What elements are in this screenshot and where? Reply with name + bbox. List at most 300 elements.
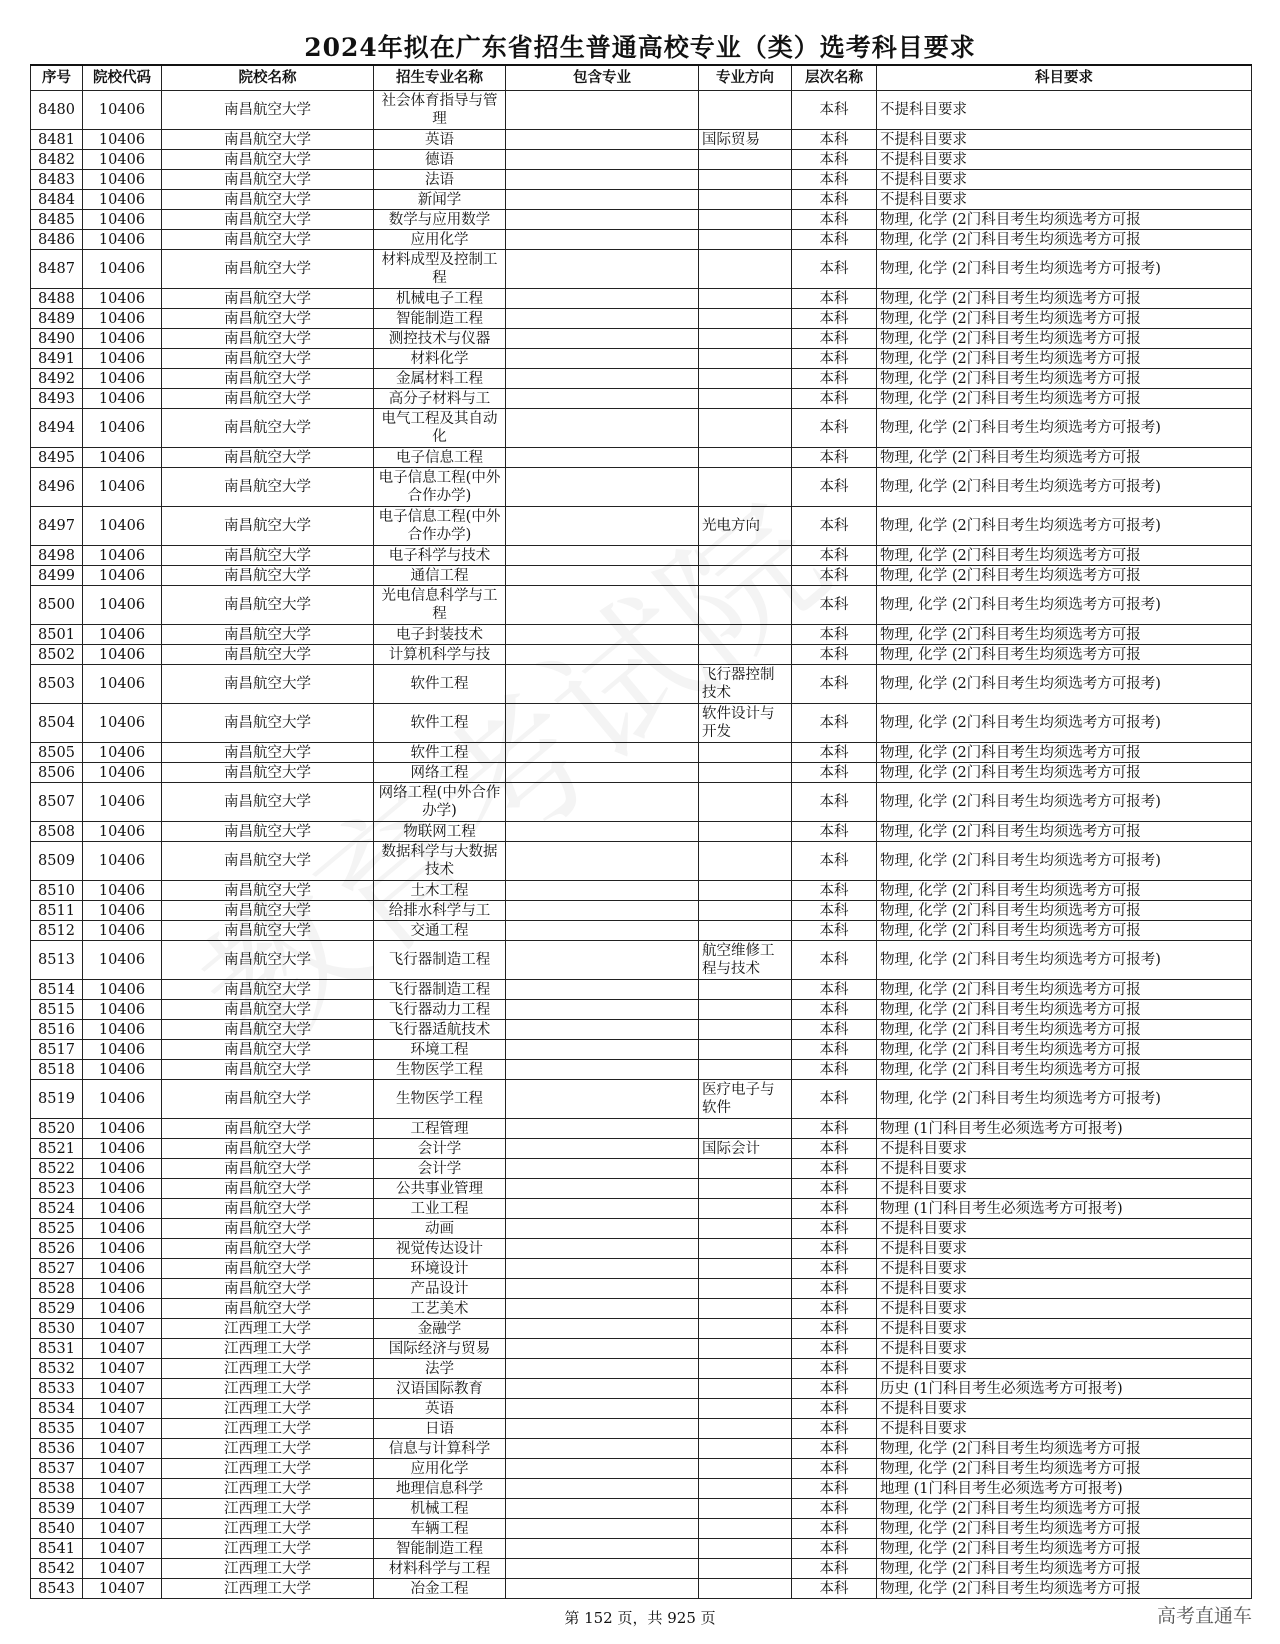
cell-seq: 8501 (31, 625, 83, 645)
cell-include (506, 645, 699, 665)
cell-level: 本科 (792, 1179, 877, 1199)
cell-requirement: 不提科目要求 (877, 1419, 1252, 1439)
cell-seq: 8502 (31, 645, 83, 665)
cell-include (506, 309, 699, 329)
cell-level: 本科 (792, 1419, 877, 1439)
cell-major: 飞行器制造工程 (374, 941, 506, 980)
cell-major: 应用化学 (374, 1459, 506, 1479)
cell-include (506, 1559, 699, 1579)
cell-include (506, 1579, 699, 1599)
cell-seq: 8527 (31, 1259, 83, 1279)
table-row (31, 1040, 1252, 1060)
cell-include (506, 1279, 699, 1299)
cell-code: 10406 (83, 842, 162, 881)
cell-code: 10407 (83, 1579, 162, 1599)
table-row (31, 170, 1252, 190)
cell-direction (699, 1319, 792, 1339)
cell-seq: 8518 (31, 1060, 83, 1080)
table-row (31, 566, 1252, 586)
cell-code: 10406 (83, 1000, 162, 1020)
cell-direction (699, 586, 792, 625)
cell-major: 电子信息工程(中外合作办学) (374, 507, 506, 546)
cell-direction (699, 1299, 792, 1319)
cell-include (506, 468, 699, 507)
cell-school: 江西理工大学 (162, 1519, 374, 1539)
cell-code: 10406 (83, 150, 162, 170)
table-row (31, 349, 1252, 369)
cell-major: 法语 (374, 170, 506, 190)
table-row (31, 1359, 1252, 1379)
cell-level: 本科 (792, 1319, 877, 1339)
table-row (31, 369, 1252, 389)
cell-direction (699, 625, 792, 645)
col-header-seq: 序号 (31, 65, 83, 91)
cell-seq: 8510 (31, 881, 83, 901)
cell-school: 江西理工大学 (162, 1499, 374, 1519)
cell-major: 土木工程 (374, 881, 506, 901)
cell-direction (699, 349, 792, 369)
cell-code: 10406 (83, 230, 162, 250)
cell-seq: 8517 (31, 1040, 83, 1060)
cell-level: 本科 (792, 210, 877, 230)
cell-code: 10406 (83, 704, 162, 743)
table-row (31, 1299, 1252, 1319)
cell-level: 本科 (792, 546, 877, 566)
cell-seq: 8498 (31, 546, 83, 566)
cell-level: 本科 (792, 1299, 877, 1319)
cell-seq: 8541 (31, 1539, 83, 1559)
cell-school: 南昌航空大学 (162, 1259, 374, 1279)
cell-school: 江西理工大学 (162, 1419, 374, 1439)
cell-seq: 8500 (31, 586, 83, 625)
cell-requirement: 不提科目要求 (877, 1359, 1252, 1379)
cell-requirement: 物理, 化学 (2门科目考生均须选考方可报考) (877, 783, 1252, 822)
cell-include (506, 665, 699, 704)
cell-include (506, 1479, 699, 1499)
cell-level: 本科 (792, 468, 877, 507)
cell-school: 南昌航空大学 (162, 150, 374, 170)
cell-code: 10407 (83, 1359, 162, 1379)
col-header-include: 包含专业 (506, 65, 699, 91)
cell-include (506, 329, 699, 349)
cell-seq: 8480 (31, 91, 83, 130)
cell-requirement: 不提科目要求 (877, 1259, 1252, 1279)
cell-seq: 8495 (31, 448, 83, 468)
cell-code: 10406 (83, 1279, 162, 1299)
cell-seq: 8497 (31, 507, 83, 546)
cell-include (506, 250, 699, 289)
cell-code: 10406 (83, 349, 162, 369)
table-row (31, 743, 1252, 763)
cell-requirement: 不提科目要求 (877, 130, 1252, 150)
table-row (31, 1080, 1252, 1119)
cell-major: 生物医学工程 (374, 1080, 506, 1119)
table-row (31, 1139, 1252, 1159)
cell-direction (699, 309, 792, 329)
cell-school: 南昌航空大学 (162, 783, 374, 822)
cell-requirement: 物理 (1门科目考生必须选考方可报考) (877, 1119, 1252, 1139)
cell-requirement: 物理, 化学 (2门科目考生均须选考方可报 (877, 743, 1252, 763)
table-row (31, 1439, 1252, 1459)
cell-level: 本科 (792, 409, 877, 448)
cell-direction (699, 1279, 792, 1299)
table-row (31, 546, 1252, 566)
cell-requirement: 物理, 化学 (2门科目考生均须选考方可报考) (877, 409, 1252, 448)
cell-level: 本科 (792, 763, 877, 783)
cell-direction (699, 1359, 792, 1379)
cell-major: 电气工程及其自动化 (374, 409, 506, 448)
cell-major: 视觉传达设计 (374, 1239, 506, 1259)
cell-major: 飞行器适航技术 (374, 1020, 506, 1040)
cell-requirement: 物理, 化学 (2门科目考生均须选考方可报考) (877, 468, 1252, 507)
cell-seq: 8485 (31, 210, 83, 230)
cell-major: 电子科学与技术 (374, 546, 506, 566)
cell-requirement: 物理, 化学 (2门科目考生均须选考方可报 (877, 901, 1252, 921)
table-row (31, 1239, 1252, 1259)
cell-code: 10406 (83, 1080, 162, 1119)
cell-include (506, 1399, 699, 1419)
cell-code: 10407 (83, 1419, 162, 1439)
cell-requirement: 不提科目要求 (877, 1299, 1252, 1319)
cell-requirement: 物理 (1门科目考生必须选考方可报考) (877, 1199, 1252, 1219)
cell-include (506, 1539, 699, 1559)
cell-code: 10406 (83, 941, 162, 980)
cell-requirement: 不提科目要求 (877, 1219, 1252, 1239)
table-row (31, 1539, 1252, 1559)
cell-school: 南昌航空大学 (162, 1080, 374, 1119)
cell-school: 江西理工大学 (162, 1479, 374, 1499)
cell-level: 本科 (792, 130, 877, 150)
table-row (31, 921, 1252, 941)
table-row (31, 309, 1252, 329)
cell-include (506, 1319, 699, 1339)
cell-requirement: 物理, 化学 (2门科目考生均须选考方可报 (877, 1439, 1252, 1459)
cell-include (506, 842, 699, 881)
cell-level: 本科 (792, 230, 877, 250)
cell-major: 德语 (374, 150, 506, 170)
cell-include (506, 1219, 699, 1239)
cell-seq: 8522 (31, 1159, 83, 1179)
cell-code: 10406 (83, 448, 162, 468)
cell-requirement: 物理, 化学 (2门科目考生均须选考方可报 (877, 921, 1252, 941)
cell-include (506, 881, 699, 901)
cell-direction (699, 409, 792, 448)
cell-direction: 光电方向 (699, 507, 792, 546)
cell-school: 南昌航空大学 (162, 921, 374, 941)
cell-school: 南昌航空大学 (162, 980, 374, 1000)
cell-code: 10406 (83, 546, 162, 566)
cell-requirement: 物理, 化学 (2门科目考生均须选考方可报考) (877, 586, 1252, 625)
cell-level: 本科 (792, 1579, 877, 1599)
cell-include (506, 1239, 699, 1259)
cell-requirement: 不提科目要求 (877, 1159, 1252, 1179)
cell-code: 10406 (83, 783, 162, 822)
cell-seq: 8526 (31, 1239, 83, 1259)
cell-level: 本科 (792, 1239, 877, 1259)
cell-code: 10406 (83, 881, 162, 901)
cell-direction (699, 369, 792, 389)
cell-code: 10406 (83, 1219, 162, 1239)
cell-major: 智能制造工程 (374, 1539, 506, 1559)
table-row (31, 130, 1252, 150)
cell-requirement: 物理, 化学 (2门科目考生均须选考方可报 (877, 625, 1252, 645)
cell-major: 信息与计算科学 (374, 1439, 506, 1459)
cell-code: 10407 (83, 1319, 162, 1339)
cell-major: 会计学 (374, 1139, 506, 1159)
cell-level: 本科 (792, 91, 877, 130)
cell-school: 江西理工大学 (162, 1439, 374, 1459)
cell-seq: 8488 (31, 289, 83, 309)
table-row (31, 1339, 1252, 1359)
table-row (31, 783, 1252, 822)
cell-major: 材料科学与工程 (374, 1559, 506, 1579)
cell-level: 本科 (792, 1379, 877, 1399)
cell-level: 本科 (792, 448, 877, 468)
cell-direction (699, 1399, 792, 1419)
col-header-level: 层次名称 (792, 65, 877, 91)
cell-include (506, 1040, 699, 1060)
cell-direction (699, 1519, 792, 1539)
cell-seq: 8520 (31, 1119, 83, 1139)
cell-school: 南昌航空大学 (162, 1279, 374, 1299)
cell-include (506, 743, 699, 763)
col-header-code: 院校代码 (83, 65, 162, 91)
cell-include (506, 822, 699, 842)
cell-school: 江西理工大学 (162, 1459, 374, 1479)
table-row (31, 1519, 1252, 1539)
cell-level: 本科 (792, 1459, 877, 1479)
cell-requirement: 不提科目要求 (877, 150, 1252, 170)
table-row (31, 980, 1252, 1000)
cell-code: 10406 (83, 566, 162, 586)
cell-seq: 8535 (31, 1419, 83, 1439)
cell-include (506, 130, 699, 150)
table-row (31, 763, 1252, 783)
cell-direction: 航空维修工程与技术 (699, 941, 792, 980)
cell-major: 金属材料工程 (374, 369, 506, 389)
cell-include (506, 1459, 699, 1479)
table-row (31, 1479, 1252, 1499)
cell-seq: 8483 (31, 170, 83, 190)
table-row (31, 1259, 1252, 1279)
cell-school: 南昌航空大学 (162, 1239, 374, 1259)
cell-level: 本科 (792, 1199, 877, 1219)
cell-seq: 8537 (31, 1459, 83, 1479)
cell-direction (699, 1199, 792, 1219)
cell-major: 电子封装技术 (374, 625, 506, 645)
cell-seq: 8529 (31, 1299, 83, 1319)
cell-major: 数学与应用数学 (374, 210, 506, 230)
cell-seq: 8499 (31, 566, 83, 586)
cell-direction (699, 842, 792, 881)
col-header-requirement: 科目要求 (877, 65, 1252, 91)
cell-direction (699, 645, 792, 665)
cell-school: 南昌航空大学 (162, 1000, 374, 1020)
table-row (31, 1579, 1252, 1599)
cell-seq: 8492 (31, 369, 83, 389)
cell-level: 本科 (792, 842, 877, 881)
cell-school: 南昌航空大学 (162, 901, 374, 921)
table-row (31, 1199, 1252, 1219)
cell-code: 10406 (83, 210, 162, 230)
cell-code: 10406 (83, 1199, 162, 1219)
cell-major: 英语 (374, 1399, 506, 1419)
cell-major: 光电信息科学与工程 (374, 586, 506, 625)
cell-direction (699, 1000, 792, 1020)
cell-code: 10406 (83, 1159, 162, 1179)
cell-school: 南昌航空大学 (162, 941, 374, 980)
cell-direction (699, 1219, 792, 1239)
cell-direction: 飞行器控制技术 (699, 665, 792, 704)
cell-code: 10407 (83, 1399, 162, 1419)
cell-major: 环境设计 (374, 1259, 506, 1279)
cell-school: 南昌航空大学 (162, 369, 374, 389)
cell-include (506, 1519, 699, 1539)
cell-include (506, 1179, 699, 1199)
cell-code: 10406 (83, 586, 162, 625)
cell-seq: 8539 (31, 1499, 83, 1519)
table-row (31, 881, 1252, 901)
cell-level: 本科 (792, 901, 877, 921)
cell-level: 本科 (792, 1279, 877, 1299)
cell-seq: 8489 (31, 309, 83, 329)
cell-code: 10406 (83, 170, 162, 190)
table-row (31, 704, 1252, 743)
table-row (31, 1459, 1252, 1479)
cell-level: 本科 (792, 1020, 877, 1040)
cell-include (506, 369, 699, 389)
cell-school: 南昌航空大学 (162, 130, 374, 150)
cell-include (506, 190, 699, 210)
cell-school: 江西理工大学 (162, 1379, 374, 1399)
cell-direction (699, 921, 792, 941)
cell-requirement: 不提科目要求 (877, 1319, 1252, 1339)
cell-school: 江西理工大学 (162, 1579, 374, 1599)
cell-seq: 8528 (31, 1279, 83, 1299)
cell-seq: 8487 (31, 250, 83, 289)
cell-school: 南昌航空大学 (162, 1020, 374, 1040)
cell-level: 本科 (792, 1539, 877, 1559)
cell-seq: 8507 (31, 783, 83, 822)
cell-major: 国际经济与贸易 (374, 1339, 506, 1359)
table-row (31, 586, 1252, 625)
cell-seq: 8482 (31, 150, 83, 170)
cell-major: 社会体育指导与管理 (374, 91, 506, 130)
cell-include (506, 1419, 699, 1439)
cell-school: 南昌航空大学 (162, 1199, 374, 1219)
cell-direction (699, 170, 792, 190)
cell-direction (699, 250, 792, 289)
cell-level: 本科 (792, 1559, 877, 1579)
cell-seq: 8531 (31, 1339, 83, 1359)
cell-code: 10406 (83, 250, 162, 289)
cell-school: 南昌航空大学 (162, 1299, 374, 1319)
cell-code: 10406 (83, 389, 162, 409)
cell-requirement: 物理, 化学 (2门科目考生均须选考方可报 (877, 881, 1252, 901)
cell-requirement: 物理, 化学 (2门科目考生均须选考方可报 (877, 329, 1252, 349)
cell-requirement: 物理, 化学 (2门科目考生均须选考方可报 (877, 1539, 1252, 1559)
cell-seq: 8490 (31, 329, 83, 349)
cell-level: 本科 (792, 980, 877, 1000)
table-row (31, 91, 1252, 130)
cell-include (506, 448, 699, 468)
cell-requirement: 物理, 化学 (2门科目考生均须选考方可报 (877, 1000, 1252, 1020)
cell-include (506, 783, 699, 822)
cell-major: 软件工程 (374, 665, 506, 704)
cell-school: 南昌航空大学 (162, 665, 374, 704)
cell-requirement: 物理, 化学 (2门科目考生均须选考方可报 (877, 349, 1252, 369)
cell-major: 机械电子工程 (374, 289, 506, 309)
table-row (31, 250, 1252, 289)
cell-direction (699, 1159, 792, 1179)
table-row (31, 1559, 1252, 1579)
cell-level: 本科 (792, 1519, 877, 1539)
cell-code: 10406 (83, 980, 162, 1000)
cell-level: 本科 (792, 1000, 877, 1020)
cell-level: 本科 (792, 1060, 877, 1080)
cell-code: 10406 (83, 665, 162, 704)
cell-code: 10406 (83, 921, 162, 941)
cell-include (506, 170, 699, 190)
cell-direction (699, 1259, 792, 1279)
cell-requirement: 物理, 化学 (2门科目考生均须选考方可报 (877, 645, 1252, 665)
cell-school: 南昌航空大学 (162, 546, 374, 566)
cell-seq: 8484 (31, 190, 83, 210)
cell-direction: 国际贸易 (699, 130, 792, 150)
col-header-direction: 专业方向 (699, 65, 792, 91)
cell-level: 本科 (792, 566, 877, 586)
cell-direction (699, 1479, 792, 1499)
cell-include (506, 1199, 699, 1219)
cell-school: 南昌航空大学 (162, 1139, 374, 1159)
cell-seq: 8504 (31, 704, 83, 743)
cell-include (506, 980, 699, 1000)
cell-school: 南昌航空大学 (162, 409, 374, 448)
cell-major: 测控技术与仪器 (374, 329, 506, 349)
cell-code: 10407 (83, 1459, 162, 1479)
table-row (31, 190, 1252, 210)
cell-include (506, 921, 699, 941)
cell-seq: 8505 (31, 743, 83, 763)
cell-code: 10406 (83, 130, 162, 150)
cell-level: 本科 (792, 289, 877, 309)
cell-requirement: 物理, 化学 (2门科目考生均须选考方可报 (877, 980, 1252, 1000)
cell-school: 南昌航空大学 (162, 289, 374, 309)
cell-major: 飞行器动力工程 (374, 1000, 506, 1020)
cell-include (506, 1499, 699, 1519)
cell-major: 机械工程 (374, 1499, 506, 1519)
cell-code: 10406 (83, 1299, 162, 1319)
cell-code: 10406 (83, 763, 162, 783)
cell-level: 本科 (792, 250, 877, 289)
cell-code: 10406 (83, 1179, 162, 1199)
cell-code: 10407 (83, 1559, 162, 1579)
cell-direction (699, 1020, 792, 1040)
cell-direction (699, 763, 792, 783)
cell-seq: 8494 (31, 409, 83, 448)
cell-code: 10406 (83, 369, 162, 389)
cell-seq: 8496 (31, 468, 83, 507)
cell-level: 本科 (792, 625, 877, 645)
cell-include (506, 1139, 699, 1159)
table-row (31, 329, 1252, 349)
cell-seq: 8481 (31, 130, 83, 150)
cell-direction (699, 210, 792, 230)
cell-direction (699, 1459, 792, 1479)
cell-include (506, 507, 699, 546)
cell-direction (699, 901, 792, 921)
cell-seq: 8515 (31, 1000, 83, 1020)
